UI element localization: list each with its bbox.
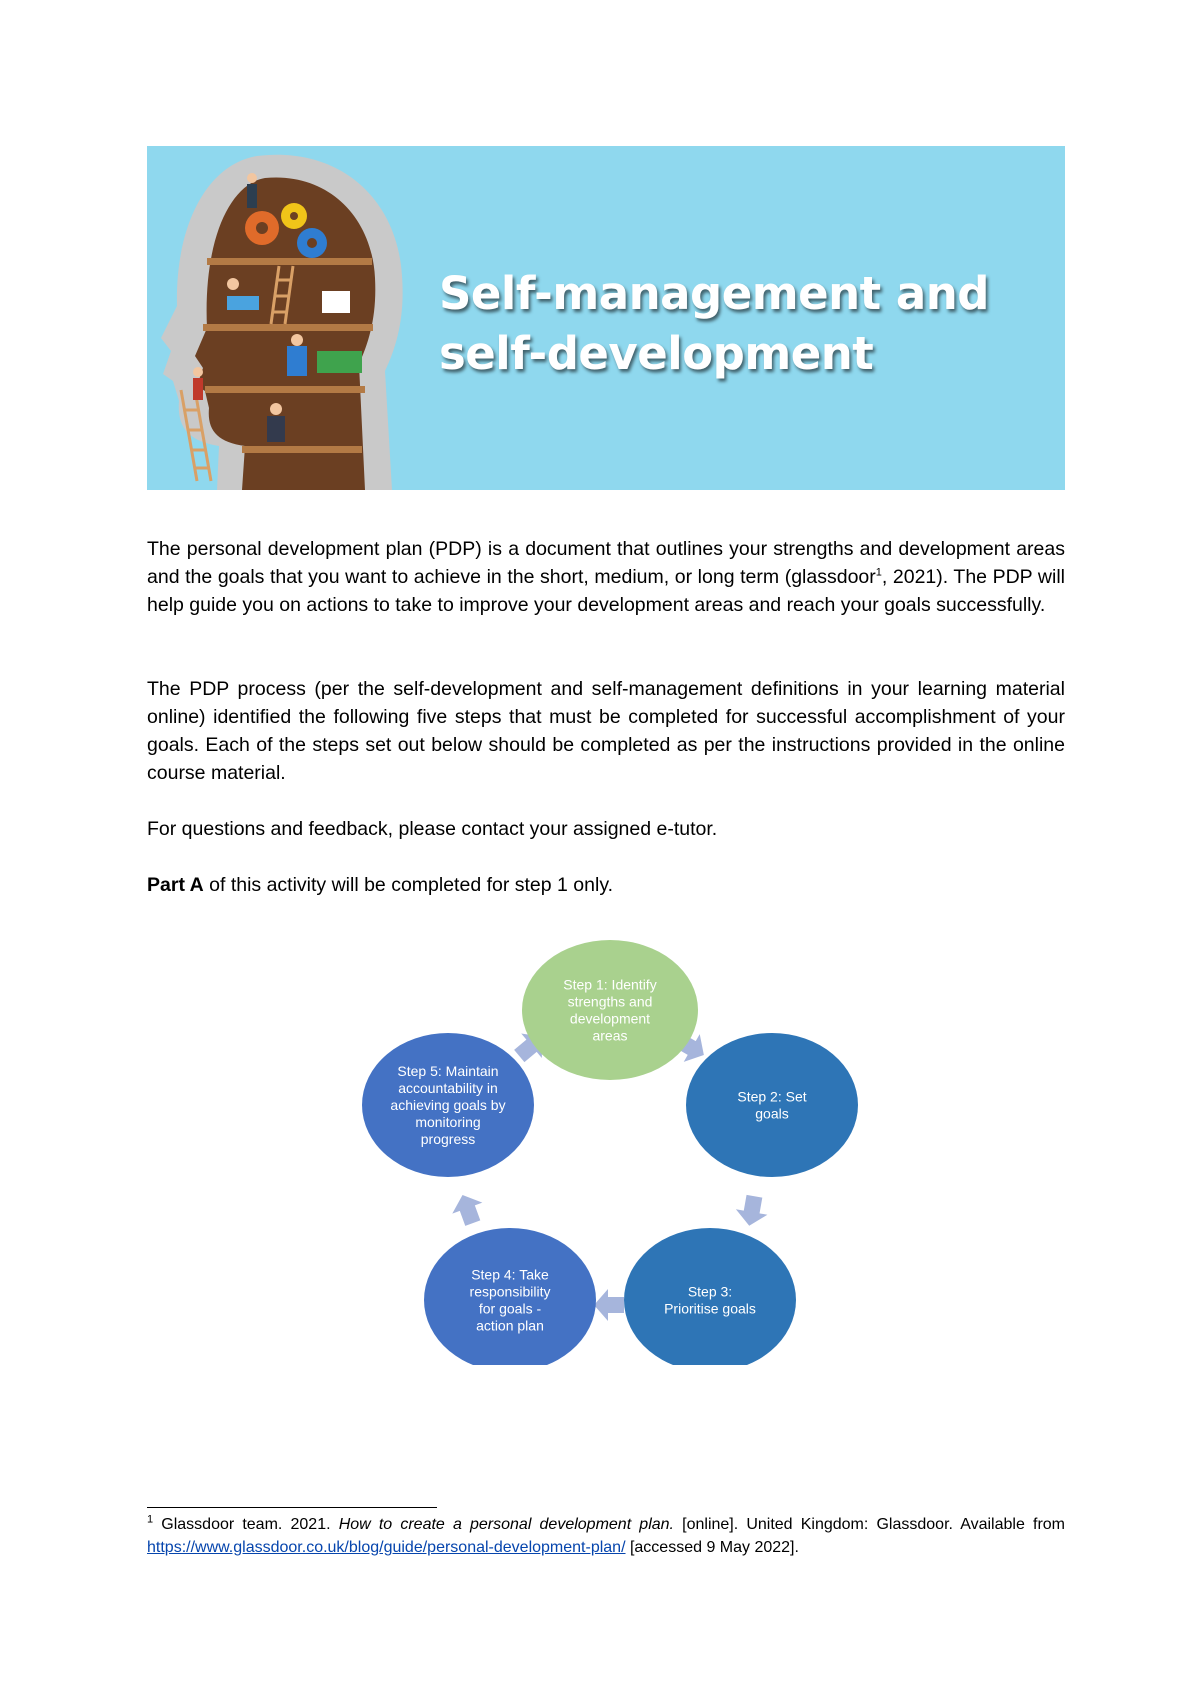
cycle-step-label: strengths and xyxy=(567,993,653,1010)
cycle-step-2 xyxy=(686,1033,858,1177)
contact-paragraph: For questions and feedback, please contact your assigned e-tutor. xyxy=(147,818,718,840)
cycle-step-label: progress xyxy=(420,1131,476,1147)
footnote-title: How to create a personal development plan. xyxy=(338,1516,674,1533)
footnote-reference[interactable]: 1 xyxy=(875,566,882,579)
cycle-step-label: Prioritise goals xyxy=(664,1300,756,1317)
cycle-step-4 xyxy=(424,1228,596,1365)
banner-title-line-1: Self-management and xyxy=(439,267,989,320)
part-a-label: Part A xyxy=(147,874,204,896)
cycle-step-label: development xyxy=(569,1010,651,1027)
cycle-step-5 xyxy=(362,1033,534,1177)
footnote-link[interactable]: https://www.glassdoor.co.uk/blog/guide/personal-development-plan/ xyxy=(147,1539,626,1556)
head-with-shelves-and-gears-icon xyxy=(147,146,447,490)
cycle-step-1 xyxy=(522,940,698,1080)
header-banner xyxy=(147,146,1065,490)
intro-text-start: The personal development plan (PDP) is a document that outlines your strengths and development areas and the goals that you want to achieve in the short, medium, or long term (glassdoor xyxy=(147,538,1065,588)
cycle-step-label: achieving goals by xyxy=(390,1097,506,1113)
cycle-step-label: monitoring xyxy=(415,1114,481,1130)
cycle-step-label: accountability in xyxy=(398,1080,498,1096)
cycle-arrow xyxy=(447,1189,487,1228)
cycle-step-label: areas xyxy=(592,1027,628,1044)
footnote xyxy=(147,1513,1065,1559)
banner-title xyxy=(439,264,1049,384)
intro-paragraph xyxy=(147,535,1065,619)
part-a-paragraph xyxy=(147,871,1065,899)
cycle-step-label: Step 2: Set xyxy=(737,1088,807,1105)
footnote-separator xyxy=(147,1507,437,1508)
cycle-step-label: Step 5: Maintain xyxy=(397,1063,499,1079)
cycle-step-label: action plan xyxy=(476,1317,544,1334)
cycle-arrow xyxy=(733,1193,770,1228)
footnote-text-2: [online]. United Kingdom: Glassdoor. Available from xyxy=(674,1516,1066,1533)
footnote-text-1: Glassdoor team. 2021. xyxy=(153,1516,339,1533)
cycle-step-label: Step 3: xyxy=(687,1283,733,1300)
part-a-text: of this activity will be completed for step 1 only. xyxy=(203,874,614,896)
pdp-cycle-diagram xyxy=(340,935,880,1365)
cycle-step-label: goals xyxy=(755,1105,789,1122)
footnote-text-3: [accessed 9 May 2022]. xyxy=(625,1539,799,1556)
banner-title-line-2: self-development xyxy=(439,327,874,380)
cycle-step-label: for goals - xyxy=(478,1300,542,1317)
cycle-arrow xyxy=(594,1289,624,1321)
cycle-step-label: responsibility xyxy=(469,1283,551,1300)
cycle-step-3 xyxy=(624,1228,796,1365)
cycle-step-label: Step 1: Identify xyxy=(563,976,657,993)
intro-text-end: , 2021). The PDP will help guide you on actions to take to improve your development areas and reach your goals successfully. xyxy=(147,566,1065,616)
footnote-number: 1 xyxy=(147,1513,154,1526)
process-paragraph: The PDP process (per the self-development and self-management definitions in your learning material online) identified the following five steps that must be completed for successful accomplishment of your goals. Each of the steps set out below should be completed as per the instructions provided in the online course material. xyxy=(147,678,1065,784)
cycle-step-label: Step 4: Take xyxy=(471,1266,549,1283)
